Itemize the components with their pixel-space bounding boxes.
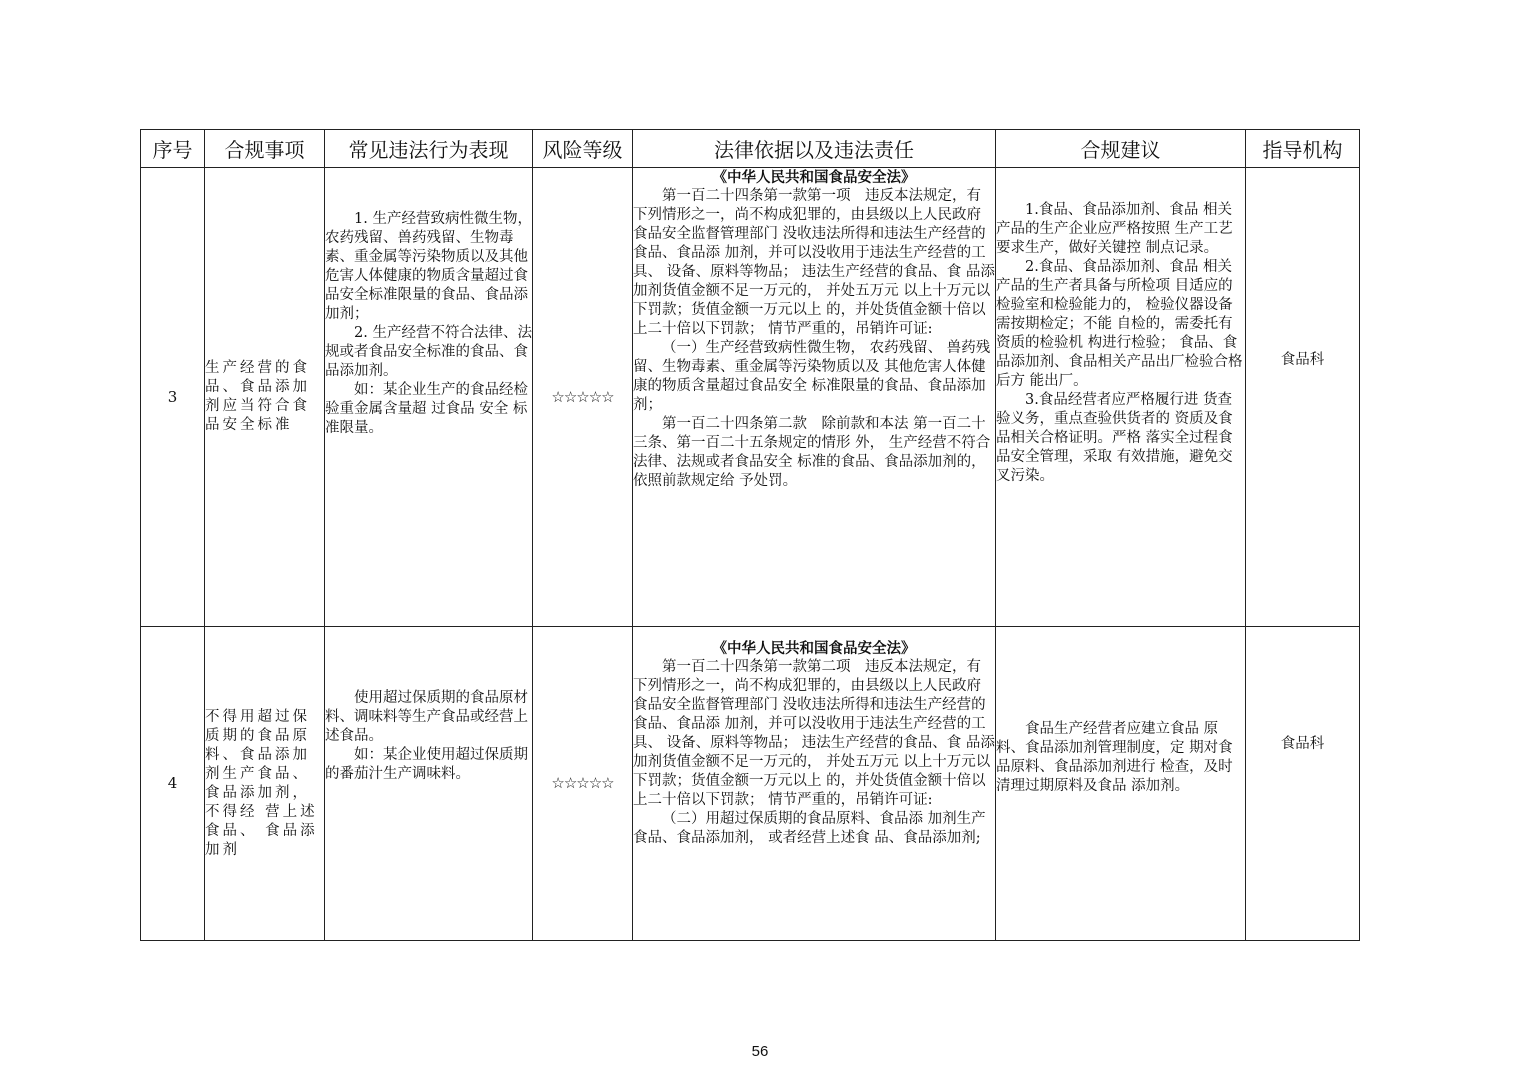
law-title: 《中华人民共和国食品安全法》: [712, 640, 916, 657]
law-para: （二）用超过保质期的食品原料、食品添 加剂生产食品、食品添加剂， 或者经营上述食 品、食品添加剂;: [633, 811, 986, 846]
advice-para: 3.食品经营者应严格履行进 货查验义务，重点查验供货者的 资质及食品相关合格证明。严格 落实全过程食品安全管理，采取 有效措施，避免交叉污染。: [996, 392, 1233, 484]
behavior-para: 1. 生产经营致病性微生物，农药残留、兽药残留、生物毒素、重金属等污染物质以及其他危害人体健康的物质含量超过食品安全标准限量的食品、食品添加剂；: [325, 211, 532, 322]
behavior-cell: [325, 168, 533, 627]
item-text: 生产经营的食品、食品添加剂应当符合食品安全标准: [205, 360, 310, 433]
agency-cell: [1246, 627, 1360, 941]
advice-para: 1.食品、食品添加剂、食品 相关产品的生产企业应严格按照 生产工艺要求生产，做好关键控 制点记录。: [996, 202, 1233, 256]
header-behavior: 常见违法行为表现: [325, 130, 533, 168]
compliance-item: [205, 627, 325, 941]
law-para: 第一百二十四条第一款第一项 违反本法规定，有下列情形之一，尚不构成犯罪的，由县级以上人民政府食品安全监督管理部门 没收违法所得和违法生产经营的食品、食品添 加剂，并可以没收用于违法生产经营的工具、 设备、原料等物品； 违法生产经营的食品、食 品添加剂货值金额不足一万元的， 并处五万元 以上十万元以下罚款；货值金额一万元以上 的，并处货值金额十倍以上二十倍以下罚款； 情节严重的，吊销许可证:: [633, 188, 995, 337]
header-law: 法律依据以及违法责任: [633, 130, 996, 168]
compliance-table: [140, 129, 1360, 941]
law-para: （一）生产经营致病性微生物， 农药残留、 兽药残留、生物毒素、重金属等污染物质以及 其他危害人体健康的物质含量超过食品安全 标准限量的食品、食品添加剂；: [633, 340, 991, 413]
agency-text: 食品科: [1280, 352, 1325, 368]
risk-level: ☆☆☆☆☆: [533, 627, 633, 941]
header-advice: 合规建议: [996, 130, 1246, 168]
header-item: 合规事项: [205, 130, 325, 168]
header-risk: 风险等级: [533, 130, 633, 168]
behavior-example: 如：某企业使用超过保质期的番茄汁生产调味料。: [325, 747, 528, 782]
law-cell: [633, 168, 996, 627]
header-agency: 指导机构: [1246, 130, 1360, 168]
behavior-para: 使用超过保质期的食品原材料、调味料等生产食品或经营上述食品。: [325, 690, 528, 744]
law-para: 第一百二十四条第二款 除前款和本法 第一百二十三条、第一百二十五条规定的情形 外， 生产经营不符合法律、法规或者食品安全 标准的食品、食品添加剂的，依照前款规定给 予处罚。: [633, 416, 991, 489]
table-header-row: [141, 130, 1360, 168]
advice-para: 食品生产经营者应建立食品 原料、食品添加剂管理制度，定 期对食品原料、食品添加剂进行 检查，及时清理过期原料及食品 添加剂。: [996, 721, 1233, 794]
risk-level: ☆☆☆☆☆: [533, 168, 633, 627]
header-no: 序号: [141, 130, 205, 168]
table-row: [141, 168, 1360, 627]
law-title: 《中华人民共和国食品安全法》: [712, 169, 916, 186]
advice-cell: [996, 168, 1246, 627]
table-row: [141, 627, 1360, 941]
agency-cell: [1246, 168, 1360, 627]
page-number: 56: [751, 1043, 769, 1060]
law-cell: [633, 627, 996, 941]
agency-text: 食品科: [1280, 736, 1325, 752]
item-text: 不得用超过保质期的食品原料、食品添加剂生产食品、食品添加剂， 不得经 营上述食品、 食品添加剂: [205, 708, 318, 858]
row-number: 4: [141, 627, 205, 941]
law-para: 第一百二十四条第一款第二项 违反本法规定，有下列情形之一，尚不构成犯罪的，由县级以上人民政府食品安全监督管理部门 没收违法所得和违法生产经营的食品、食品添 加剂，并可以没收用于违法生产经营的工具、 设备、原料等物品； 违法生产经营的食品、食 品添加剂货值金额不足一万元的， 并处五万元 以上十万元以下罚款；货值金额一万元以上 的，并处货值金额十倍以上二十倍以下罚款； 情节严重的，吊销许可证:: [633, 659, 995, 808]
behavior-example: 如：某企业生产的食品经检验重金属含量超 过食品 安全 标准限量。: [325, 382, 528, 436]
behavior-para: 2. 生产经营不符合法律、法规或者食品安全标准的食品、食品添加剂。: [325, 325, 532, 379]
behavior-cell: [325, 627, 533, 941]
advice-cell: [996, 627, 1246, 941]
compliance-item: [205, 168, 325, 627]
advice-para: 2.食品、食品添加剂、食品 相关产品的生产者具备与所检项 目适应的检验室和检验能力的， 检验仪器设备需按期检定；不能 自检的，需委托有资质的检验机 构进行检验； 食品、食品添加剂、食品相关产品出厂检验合格后方 能出厂。: [996, 259, 1243, 389]
row-number: 3: [141, 168, 205, 627]
